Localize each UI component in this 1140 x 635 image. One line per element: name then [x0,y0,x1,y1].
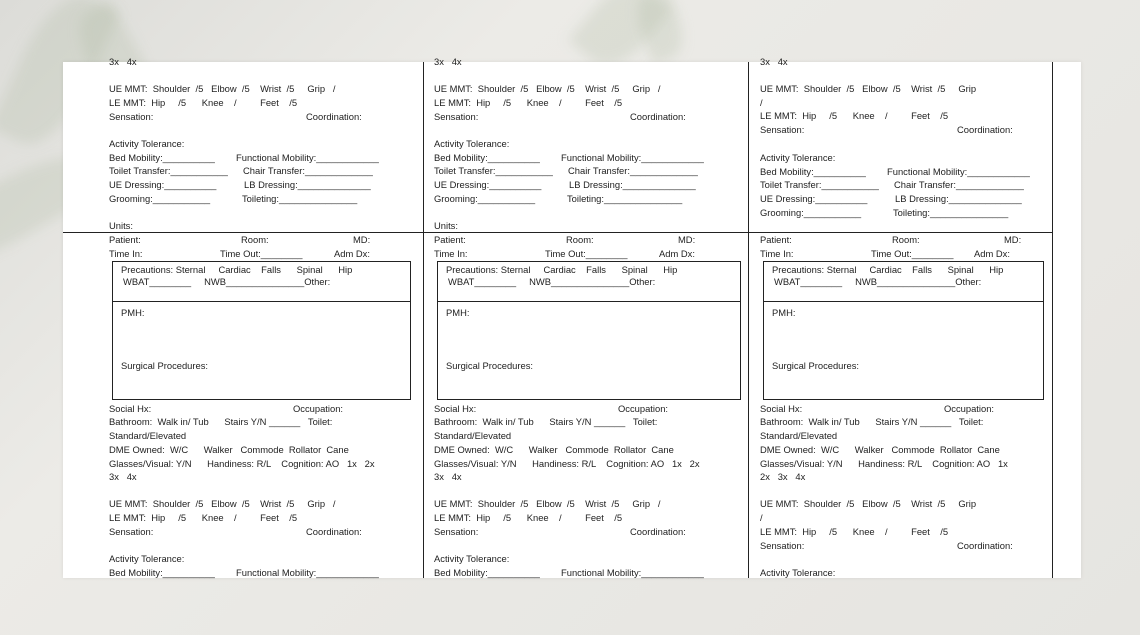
occupation-label: Occupation: [944,403,995,414]
glasses-visual-line: Glasses/Visual: Y/N Handiness: R/L Cognition: AO 1x 2x [434,458,700,469]
surgical-procedures-label: Surgical Procedures: [121,360,209,371]
lb-dressing-field[interactable]: LB Dressing:______________ [895,193,1022,204]
ue-mmt-line: UE MMT: Shoulder /5 Elbow /5 Wrist /5 Grip [760,83,977,94]
adm-dx-label: Adm Dx: [974,248,1010,259]
chair-transfer-field[interactable]: Chair Transfer:_____________ [243,165,373,176]
activity-tolerance-label: Activity Tolerance: [109,138,185,149]
bed-mobility-field[interactable]: Bed Mobility:__________ [434,152,540,163]
sensation-label: Sensation: [434,526,479,537]
dme-owned-line: DME Owned: W/C Walker Commode Rollator Cane [109,444,349,455]
bed-mobility-field[interactable]: Bed Mobility:__________ [434,567,540,578]
form-column-c [760,56,1050,578]
md-label: MD: [353,234,371,245]
le-mmt-line: LE MMT: Hip /5 Knee / Feet /5 [760,110,949,121]
sensation-label: Sensation: [760,540,805,551]
coordination-label: Coordination: [306,111,362,122]
cognition-continued-text: 3x 4x [109,471,137,482]
precautions-line: Precautions: Sternal Cardiac Falls Spinal Hip [446,264,678,275]
pmh-label: PMH: [446,307,470,318]
bed-mobility-field[interactable]: Bed Mobility:__________ [109,152,215,163]
le-mmt-line: LE MMT: Hip /5 Knee / Feet /5 [760,526,949,537]
pmh-box [437,301,741,400]
form-sheet [63,56,1081,578]
pmh-label: PMH: [121,307,145,318]
activity-tolerance-label: Activity Tolerance: [760,152,836,163]
time-out-field[interactable]: Time Out:________ [871,248,954,259]
ue-dressing-field[interactable]: UE Dressing:__________ [760,193,868,204]
standard-elevated-text: Standard/Elevated [109,430,187,441]
md-label: MD: [1004,234,1022,245]
ue-mmt-continued: / [760,512,763,523]
activity-tolerance-label: Activity Tolerance: [760,567,836,578]
le-mmt-line: LE MMT: Hip /5 Knee / Feet /5 [434,97,623,108]
sensation-label: Sensation: [760,124,805,135]
standard-elevated-text: Standard/Elevated [760,430,838,441]
form-column-a [109,56,409,578]
ue-mmt-continued: / [760,97,763,108]
social-hx-label: Social Hx: [109,403,152,414]
dme-owned-line: DME Owned: W/C Walker Commode Rollator Cane [434,444,674,455]
ue-dressing-field[interactable]: UE Dressing:__________ [434,179,542,190]
top-partial-text: 3x 4x [109,56,137,67]
precautions-line: Precautions: Sternal Cardiac Falls Spinal Hip [772,264,1004,275]
ue-mmt-line: UE MMT: Shoulder /5 Elbow /5 Wrist /5 Grip / [109,83,336,94]
ue-mmt-line: UE MMT: Shoulder /5 Elbow /5 Wrist /5 Grip / [434,83,661,94]
toilet-transfer-field[interactable]: Toilet Transfer:___________ [760,179,879,190]
coordination-label: Coordination: [306,526,362,537]
functional-mobility-field[interactable]: Functional Mobility:____________ [236,567,379,578]
patient-label: Patient: [434,234,466,245]
wbat-line[interactable]: WBAT________ NWB_______________Other: [448,276,656,287]
social-hx-label: Social Hx: [760,403,803,414]
md-label: MD: [678,234,696,245]
social-hx-label: Social Hx: [434,403,477,414]
dme-owned-line: DME Owned: W/C Walker Commode Rollator Cane [760,444,1000,455]
wbat-line[interactable]: WBAT________ NWB_______________Other: [123,276,331,287]
occupation-label: Occupation: [293,403,344,414]
wbat-line[interactable]: WBAT________ NWB_______________Other: [774,276,982,287]
toileting-field[interactable]: Toileting:_______________ [242,193,358,204]
patient-label: Patient: [109,234,141,245]
functional-mobility-field[interactable]: Functional Mobility:____________ [561,152,704,163]
glasses-visual-line: Glasses/Visual: Y/N Handiness: R/L Cognition: AO 1x [760,458,1008,469]
activity-tolerance-label: Activity Tolerance: [434,138,510,149]
toileting-field[interactable]: Toileting:_______________ [567,193,683,204]
functional-mobility-field[interactable]: Functional Mobility:____________ [561,567,704,578]
coordination-label: Coordination: [630,526,686,537]
room-label: Room: [566,234,594,245]
coordination-label: Coordination: [957,124,1013,135]
form-column-b [434,56,734,578]
time-in-label: Time In: [109,248,143,259]
surgical-procedures-label: Surgical Procedures: [772,360,860,371]
column-divider [748,62,749,578]
precautions-line: Precautions: Sternal Cardiac Falls Spinal Hip [121,264,353,275]
sensation-label: Sensation: [109,111,154,122]
column-divider [1052,62,1053,578]
time-out-field[interactable]: Time Out:________ [220,248,303,259]
bed-mobility-field[interactable]: Bed Mobility:__________ [109,567,215,578]
pmh-box [112,301,411,400]
grooming-field[interactable]: Grooming:___________ [760,207,862,218]
le-mmt-line: LE MMT: Hip /5 Knee / Feet /5 [434,512,623,523]
cognition-continued-text: 3x 4x [434,471,462,482]
grooming-field[interactable]: Grooming:___________ [109,193,211,204]
chair-transfer-field[interactable]: Chair Transfer:_____________ [894,179,1024,190]
time-in-label: Time In: [434,248,468,259]
pmh-box [763,301,1044,400]
time-out-field[interactable]: Time Out:________ [545,248,628,259]
toileting-field[interactable]: Toileting:_______________ [893,207,1009,218]
top-partial-text: 3x 4x [760,56,788,67]
patient-label: Patient: [760,234,792,245]
functional-mobility-field[interactable]: Functional Mobility:____________ [887,166,1030,177]
functional-mobility-field[interactable]: Functional Mobility:____________ [236,152,379,163]
toilet-transfer-field[interactable]: Toilet Transfer:___________ [109,165,228,176]
chair-transfer-field[interactable]: Chair Transfer:_____________ [568,165,698,176]
room-label: Room: [892,234,920,245]
surgical-procedures-label: Surgical Procedures: [446,360,534,371]
glasses-visual-line: Glasses/Visual: Y/N Handiness: R/L Cognition: AO 1x 2x [109,458,375,469]
grooming-field[interactable]: Grooming:___________ [434,193,536,204]
le-mmt-line: LE MMT: Hip /5 Knee / Feet /5 [109,512,298,523]
le-mmt-line: LE MMT: Hip /5 Knee / Feet /5 [109,97,298,108]
adm-dx-label: Adm Dx: [659,248,695,259]
ue-mmt-line: UE MMT: Shoulder /5 Elbow /5 Wrist /5 Grip / [109,498,336,509]
units-label: Units: [109,220,133,231]
units-label: Units: [434,220,458,231]
top-partial-text: 3x 4x [434,56,462,67]
time-in-label: Time In: [760,248,794,259]
ue-dressing-field[interactable]: UE Dressing:__________ [109,179,217,190]
bathroom-line: Bathroom: Walk in/ Tub Stairs Y/N ______ Toilet: [109,416,333,427]
coordination-label: Coordination: [630,111,686,122]
pmh-label: PMH: [772,307,796,318]
bathroom-line: Bathroom: Walk in/ Tub Stairs Y/N ______ Toilet: [434,416,658,427]
ue-mmt-line: UE MMT: Shoulder /5 Elbow /5 Wrist /5 Grip / [434,498,661,509]
ue-mmt-line: UE MMT: Shoulder /5 Elbow /5 Wrist /5 Grip [760,498,977,509]
adm-dx-label: Adm Dx: [334,248,370,259]
room-label: Room: [241,234,269,245]
bathroom-line: Bathroom: Walk in/ Tub Stairs Y/N ______ Toilet: [760,416,984,427]
bed-mobility-field[interactable]: Bed Mobility:__________ [760,166,866,177]
lb-dressing-field[interactable]: LB Dressing:______________ [569,179,696,190]
column-divider [423,62,424,578]
cognition-continued-text: 2x 3x 4x [760,471,806,482]
activity-tolerance-label: Activity Tolerance: [109,553,185,564]
toilet-transfer-field[interactable]: Toilet Transfer:___________ [434,165,553,176]
sensation-label: Sensation: [434,111,479,122]
occupation-label: Occupation: [618,403,669,414]
coordination-label: Coordination: [957,540,1013,551]
lb-dressing-field[interactable]: LB Dressing:______________ [244,179,371,190]
standard-elevated-text: Standard/Elevated [434,430,512,441]
activity-tolerance-label: Activity Tolerance: [434,553,510,564]
sensation-label: Sensation: [109,526,154,537]
